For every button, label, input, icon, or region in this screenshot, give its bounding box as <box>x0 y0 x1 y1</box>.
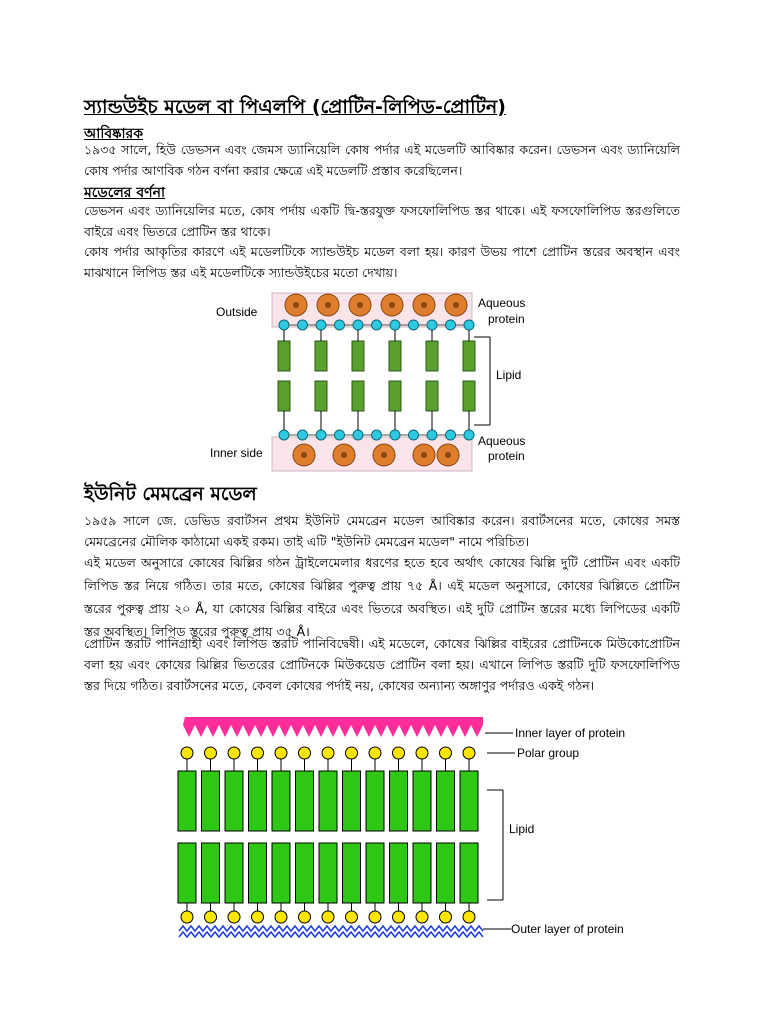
polar-head <box>322 747 334 759</box>
lipid-tail <box>366 843 384 903</box>
aqueous-protein-top-label-2: protein <box>488 312 525 326</box>
lipid-tail <box>413 843 431 903</box>
lipid-label-2: Lipid <box>509 822 535 836</box>
polar-head <box>440 747 452 759</box>
lipid-tail <box>352 381 364 411</box>
protein-globule-center <box>381 452 387 458</box>
lipid-tail <box>249 843 267 903</box>
polar-head <box>346 747 358 759</box>
phospholipid-head <box>279 430 289 440</box>
phospholipid-head <box>298 320 308 330</box>
lipid-tail <box>278 381 290 411</box>
polar-head <box>393 911 405 923</box>
lipid-tail <box>343 843 361 903</box>
lipid-tail <box>389 341 401 371</box>
phospholipid-head <box>279 320 289 330</box>
polar-head <box>181 747 193 759</box>
polar-head <box>181 911 193 923</box>
aqueous-protein-top-label-1: Aqueous <box>478 296 526 310</box>
polar-head <box>205 911 217 923</box>
lipid-tail <box>202 771 220 831</box>
inner-protein-layer <box>183 717 483 737</box>
inner-side-label: Inner side <box>210 446 263 460</box>
phospholipid-head <box>427 320 437 330</box>
lipid-tail <box>463 341 475 371</box>
lipid-tail <box>437 843 455 903</box>
description-text-2: কোষ পর্দার আকৃতির কারণে এই মডেলটিকে স্যান্ডউইচ মডেল বলা হয়। কারণ উভয় পাশে প্রোটিন স্তরের অবস্থান এবং মাঝখানে লিপিড স্তর এই মডেলটিকে স্যান্ডউইচের মতো দেখায়। <box>84 244 680 280</box>
discovery-heading: আবিষ্কারক <box>84 126 144 142</box>
phospholipid-head <box>372 320 382 330</box>
polar-head <box>369 911 381 923</box>
phospholipid-head <box>353 430 363 440</box>
lipid-tail <box>315 341 327 371</box>
description-text-1: ডেভসন এবং ড্যানিয়েলির মতে, কোষ পর্দায় একটি দ্বি-স্তরযুক্ত ফসফোলিপিড স্তর থাকে। এই ফসফোলিপিড স্তরগুলিতে বাইরে এবং ভিতরে প্রোটিন স্তর থাকে। <box>84 203 680 239</box>
outer-layer-label: Outer layer of protein <box>511 922 624 936</box>
phospholipid-head <box>298 430 308 440</box>
protein-globule-center <box>421 302 427 308</box>
polar-group-label: Polar group <box>517 746 580 760</box>
polar-head <box>440 911 452 923</box>
phospholipid-head <box>316 430 326 440</box>
phospholipid-head <box>372 430 382 440</box>
polar-head <box>275 911 287 923</box>
phospholipid-head <box>464 320 474 330</box>
phospholipid-head <box>409 320 419 330</box>
unit-membrane-para2: এই মডেল অনুসারে কোষের ঝিল্লির গঠন ট্রাইলেমেলার ধরণের হতে হবে অর্থাৎ কোষের ঝিল্লি দুটি প্রোটিন এবং একটি লিপিড স্তর নিয়ে গঠিত। তার মতে, কোষের ঝিল্লির পুরুত্ব প্রায় ৭৫ Å। এই মডেল অনুসারে, কোষের ঝিল্লিতে প্রোটিন স্তরের পুরুত্ব প্রায় ২০ Å, যা কোষের ঝিল্লির বাইরে এবং ভিতরে অবস্থিত। এই দুটি প্রোটিন স্তরের মধ্যে লিপিডের একটি স্তর অবস্থিত। লিপিড স্তরের পুরুত্ব প্রায় ৩৫ Å। <box>84 555 680 639</box>
phospholipid-head <box>335 320 345 330</box>
lipid-tail <box>178 843 196 903</box>
lipid-tail <box>319 771 337 831</box>
protein-globule-center <box>341 452 347 458</box>
section2-title: ইউনিট মেমব্রেন মডেল <box>84 483 257 505</box>
lipid-tail <box>390 771 408 831</box>
polar-head <box>205 747 217 759</box>
polar-head <box>369 747 381 759</box>
lipid-tail <box>463 381 475 411</box>
outer-protein-layer <box>179 926 483 937</box>
sandwich-model-diagram <box>200 285 560 475</box>
unit-membrane-para3: প্রোটিন স্তরটি পানিগ্রাহী এবং লিপিড স্তরটি পানিবিদ্বেষী। এই মডেলে, কোষের ঝিল্লির বাইরের প্রোটিনকে মিউকোপ্রোটিন বলা হয় এবং কোষের ঝিল্লির ভিতরের প্রোটিনকে মিউকয়েড প্রোটিন বলা হয়। এখানে লিপিড স্তরটি দুটি ফসফোলিপিড স্তর দিয়ে গঠিত। রবার্টসনের মতে, কেবল কোষের পর্দাই নয়, কোষের অন্যান্য অঙ্গাণুর পর্দারও একই গঠন। <box>84 636 680 693</box>
protein-globule-center <box>301 452 307 458</box>
polar-head <box>393 747 405 759</box>
lipid-tail <box>278 341 290 371</box>
protein-globule-center <box>293 302 299 308</box>
phospholipid-molecules <box>178 747 478 923</box>
protein-globule-center <box>421 452 427 458</box>
polar-head <box>463 747 475 759</box>
phospholipid-head <box>464 430 474 440</box>
lipid-tail <box>178 771 196 831</box>
polar-head <box>463 911 475 923</box>
lipid-tail <box>437 771 455 831</box>
section1-title: স্যান্ডউইচ মডেল বা পিএলপি (প্রোটিন-লিপিড-প্রোটিন) <box>84 96 506 118</box>
polar-head <box>346 911 358 923</box>
lipid-tail <box>225 771 243 831</box>
polar-head <box>299 747 311 759</box>
protein-globule-center <box>389 302 395 308</box>
inner-layer-label: Inner layer of protein <box>515 726 626 740</box>
polar-head <box>252 747 264 759</box>
lipid-tail <box>272 771 290 831</box>
polar-head <box>228 911 240 923</box>
lipid-bilayer <box>278 320 475 440</box>
protein-globule-center <box>453 302 459 308</box>
polar-head <box>252 911 264 923</box>
lipid-tail <box>426 341 438 371</box>
lipid-tail <box>202 843 220 903</box>
protein-globule-center <box>445 452 451 458</box>
phospholipid-head <box>409 430 419 440</box>
aqueous-protein-bottom-label-1: Aqueous <box>478 434 526 448</box>
polar-head <box>416 747 428 759</box>
description-heading: মডেলের বর্ণনা <box>84 185 166 201</box>
unit-membrane-diagram <box>165 715 645 945</box>
lipid-tail <box>460 771 478 831</box>
lipid-tail <box>426 381 438 411</box>
lipid-tail <box>296 771 314 831</box>
lipid-tail <box>249 771 267 831</box>
polar-head <box>275 747 287 759</box>
lipid-tail <box>272 843 290 903</box>
unit-membrane-para1: ১৯৫৯ সালে জে. ডেভিড রবার্টসন প্রথম ইউনিট মেমব্রেন মডেল আবিষ্কার করেন। রবার্টসনের মতে, কোষের সমস্ত মেমব্রেনের মৌলিক কাঠামো একই রকম। তাই এটি "ইউনিট মেমব্রেন মডেল" নামে পরিচিত। <box>84 513 680 549</box>
phospholipid-head <box>390 430 400 440</box>
lipid-tail <box>460 843 478 903</box>
outside-label: Outside <box>216 305 258 319</box>
phospholipid-head <box>353 320 363 330</box>
lipid-tail <box>413 771 431 831</box>
polar-head <box>228 747 240 759</box>
polar-head <box>416 911 428 923</box>
lipid-tail <box>389 381 401 411</box>
lipid-tail <box>352 341 364 371</box>
phospholipid-head <box>446 320 456 330</box>
lipid-tail <box>296 843 314 903</box>
phospholipid-head <box>446 430 456 440</box>
lipid-tail <box>343 771 361 831</box>
phospholipid-head <box>316 320 326 330</box>
protein-globule-center <box>357 302 363 308</box>
polar-head <box>299 911 311 923</box>
lipid-tail <box>315 381 327 411</box>
discovery-text: ১৯৩৫ সালে, হিউ ডেভসন এবং জেমস ড্যানিয়েলি কোষ পর্দার এই মডেলটি আবিষ্কার করেন। ডেভসন এবং ড্যানিয়েলি কোষ পর্দার আণবিক গঠন বর্ণনা করার ক্ষেত্রে এই মডেলটি প্রস্তাব করেছিলেন। <box>84 142 680 178</box>
lipid-tail <box>225 843 243 903</box>
lipid-tail <box>366 771 384 831</box>
protein-globule-center <box>325 302 331 308</box>
outer-protein-zigzag <box>179 926 483 931</box>
lipid-tail <box>390 843 408 903</box>
outer-protein-zigzag <box>179 932 483 937</box>
polar-head <box>322 911 334 923</box>
aqueous-protein-bottom-label-2: protein <box>488 449 525 463</box>
lipid-tail <box>319 843 337 903</box>
inner-protein-band <box>183 717 483 737</box>
lipid-label-1: Lipid <box>496 368 522 382</box>
phospholipid-head <box>427 430 437 440</box>
phospholipid-head <box>335 430 345 440</box>
phospholipid-head <box>390 320 400 330</box>
